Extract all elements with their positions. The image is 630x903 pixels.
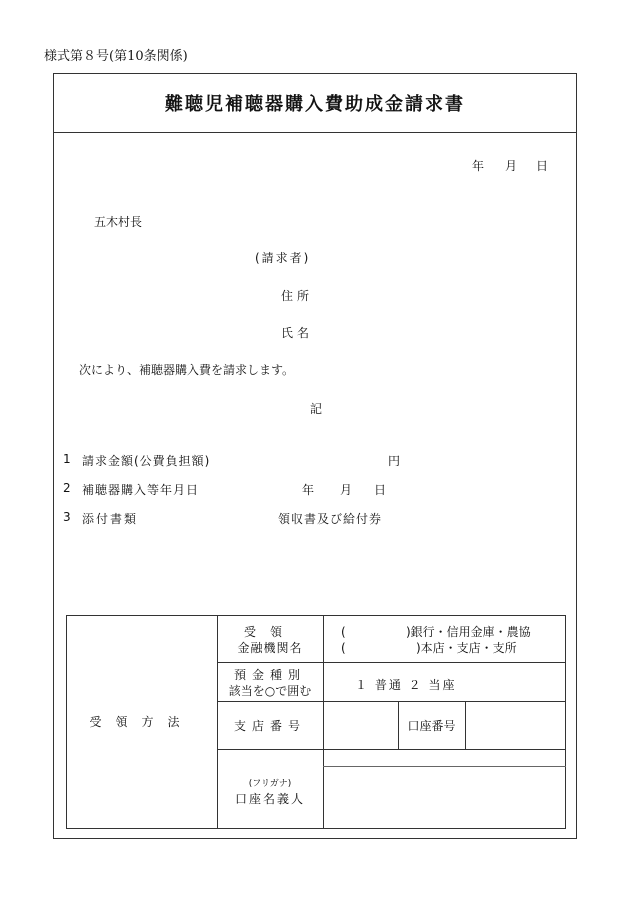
address-label: 住所 bbox=[281, 289, 314, 303]
account-holder-label: 口座名義人 bbox=[234, 792, 305, 806]
method-label: 受領方法 bbox=[89, 715, 194, 729]
item-1-unit: 円 bbox=[388, 454, 401, 468]
deposit-label-2: 該当を○で囲む bbox=[228, 684, 312, 698]
item-2-label: 補聴器購入等年月日 bbox=[82, 483, 200, 497]
ki-label: 記 bbox=[310, 402, 323, 416]
form-title: 難聴児補聴器購入費助成金請求書 bbox=[54, 74, 576, 133]
date-year: 年 bbox=[472, 159, 485, 173]
deposit-label-1: 預金種別 bbox=[233, 668, 306, 682]
item-2-month: 月 bbox=[340, 483, 353, 497]
item-1-label: 請求金額(公費負担額) bbox=[82, 454, 211, 468]
furigana-label: (フリガナ) bbox=[248, 779, 292, 789]
statement: 次により、補聴器購入費を請求します。 bbox=[79, 363, 295, 377]
item-2-number: 2 bbox=[63, 481, 71, 495]
bank-line-open-1: ( bbox=[341, 625, 346, 639]
date-month: 月 bbox=[505, 159, 518, 173]
date-day: 日 bbox=[536, 159, 549, 173]
bank-line-1: )銀行・信用金庫・農協 bbox=[406, 625, 531, 639]
institution-label-2: 金融機関名 bbox=[237, 641, 303, 655]
form-number: 様式第８号(第10条関係) bbox=[44, 49, 188, 64]
addressee: 五木村長 bbox=[94, 215, 143, 229]
bank-line-open-2: ( bbox=[341, 641, 346, 655]
item-3-value: 領収書及び給付券 bbox=[278, 512, 383, 526]
claimant-label: (請求者) bbox=[255, 251, 311, 265]
item-3-label: 添付書類 bbox=[82, 512, 139, 526]
item-3-number: 3 bbox=[63, 510, 71, 524]
institution-label-1: 受領 bbox=[243, 625, 296, 639]
branch-number-label: 支店番号 bbox=[233, 719, 306, 733]
item-1-number: 1 bbox=[63, 452, 71, 466]
deposit-options: １ 普通 ２ 当座 bbox=[355, 678, 457, 692]
bank-line-2: )本店・支店・支所 bbox=[416, 641, 517, 655]
item-2-year: 年 bbox=[302, 483, 315, 497]
name-label: 氏名 bbox=[281, 326, 314, 340]
account-number-label: 口座番号 bbox=[407, 719, 456, 733]
item-2-day: 日 bbox=[374, 483, 387, 497]
